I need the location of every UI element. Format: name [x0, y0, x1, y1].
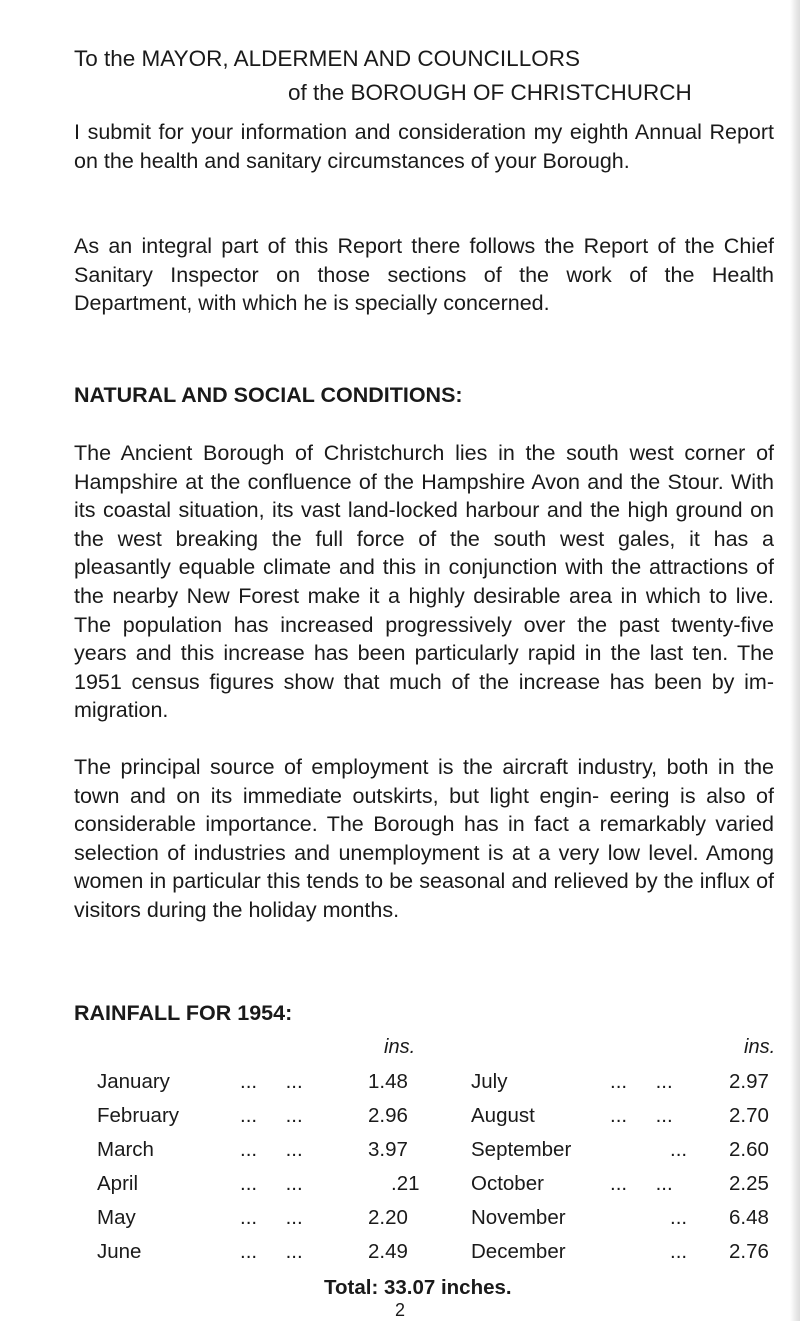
leader-dots: ... [670, 1240, 688, 1263]
leader-dots: ... ... [240, 1240, 303, 1263]
leader-dots: ... ... [240, 1206, 303, 1229]
leader-dots: ... ... [610, 1104, 673, 1127]
rainfall-value: 2.96 [368, 1104, 408, 1127]
leader-dots: ... ... [240, 1104, 303, 1127]
month-label: October [471, 1172, 544, 1195]
month-label: September [471, 1138, 572, 1161]
month-label: December [471, 1240, 566, 1263]
month-label: May [97, 1206, 136, 1229]
leader-dots: ... ... [610, 1172, 673, 1195]
leader-dots: ... [670, 1138, 688, 1161]
rainfall-value: 2.60 [729, 1138, 769, 1161]
rainfall-value: .21 [391, 1172, 420, 1195]
rainfall-value: 1.48 [368, 1070, 408, 1093]
conditions-paragraph: The Ancient Borough of Christchurch lies in the south west corner of Hampshire at the confluence of the Hampshire Avon and the Stour. With its coastal situation, its vast land-locked harbour and the high ground on the west breaking the full force of the south west gales, it has a pleasantly equable climate and this in conjunction with the attractions of the nearby New Forest make it a highly desirable area in which to live. The population has increased progressively over the past twenty-five years and this increase has been particularly rapid in the last ten. The 1951 census figures show that much of the increase has been by im- migration. [74, 441, 774, 723]
month-label: January [97, 1070, 170, 1093]
rainfall-row [0, 1138, 800, 1168]
leader-dots: ... ... [240, 1138, 303, 1161]
leader-dots: ... ... [240, 1172, 303, 1195]
month-label: June [97, 1240, 142, 1263]
rainfall-row [0, 1104, 800, 1134]
address-line-2: of the BOROUGH OF CHRISTCHURCH [288, 80, 692, 105]
address-line-1: To the MAYOR, ALDERMEN AND COUNCILLORS [74, 46, 580, 71]
address-block [74, 42, 774, 110]
rainfall-total: Total: 33.07 inches. [324, 1276, 512, 1299]
rainfall-value: 6.48 [729, 1206, 769, 1229]
rainfall-row [0, 1240, 800, 1270]
leader-dots: ... ... [610, 1070, 673, 1093]
month-label: February [97, 1104, 180, 1127]
intro-paragraph: I submit for your information and consideration my eighth Annual Report on the health and sanitary circumstances of your Borough. [74, 120, 774, 173]
rainfall-row [0, 1172, 800, 1202]
rainfall-title: RAINFALL FOR 1954: [74, 1001, 293, 1025]
rainfall-row [0, 1070, 800, 1100]
rainfall-value: 3.97 [368, 1138, 408, 1161]
rainfall-value: 2.97 [729, 1070, 769, 1093]
month-label: August [471, 1104, 535, 1127]
leader-dots: ... [670, 1206, 688, 1229]
unit-label-left: ins. [384, 1036, 416, 1058]
rainfall-value: 2.76 [729, 1240, 769, 1263]
leader-dots: ... ... [240, 1070, 303, 1093]
rainfall-value: 2.49 [368, 1240, 408, 1263]
section-heading: NATURAL AND SOCIAL CONDITIONS: [74, 383, 463, 407]
employment-paragraph: The principal source of employment is the aircraft industry, both in the town and on its immediate outskirts, but light engin- eering is also of considerable importance. The Borough has in fact a remarkably varied selection of industries and unemployment is at a very low level. Among women in particular this tends to be seasonal and relieved by the influx of visitors during the holiday months. [74, 755, 774, 922]
unit-label-right: ins. [744, 1036, 776, 1058]
report-paragraph: As an integral part of this Report there follows the Report of the Chief Sanitary Inspector on those sections of the work of the Health Department, with which he is specially concerned. [74, 234, 774, 316]
rainfall-row [0, 1206, 800, 1236]
month-label: July [471, 1070, 508, 1093]
rainfall-value: 2.25 [729, 1172, 769, 1195]
rainfall-value: 2.70 [729, 1104, 769, 1127]
page-number: 2 [394, 1300, 405, 1320]
month-label: November [471, 1206, 566, 1229]
month-label: April [97, 1172, 139, 1195]
month-label: March [97, 1138, 154, 1161]
rainfall-value: 2.20 [368, 1206, 408, 1229]
